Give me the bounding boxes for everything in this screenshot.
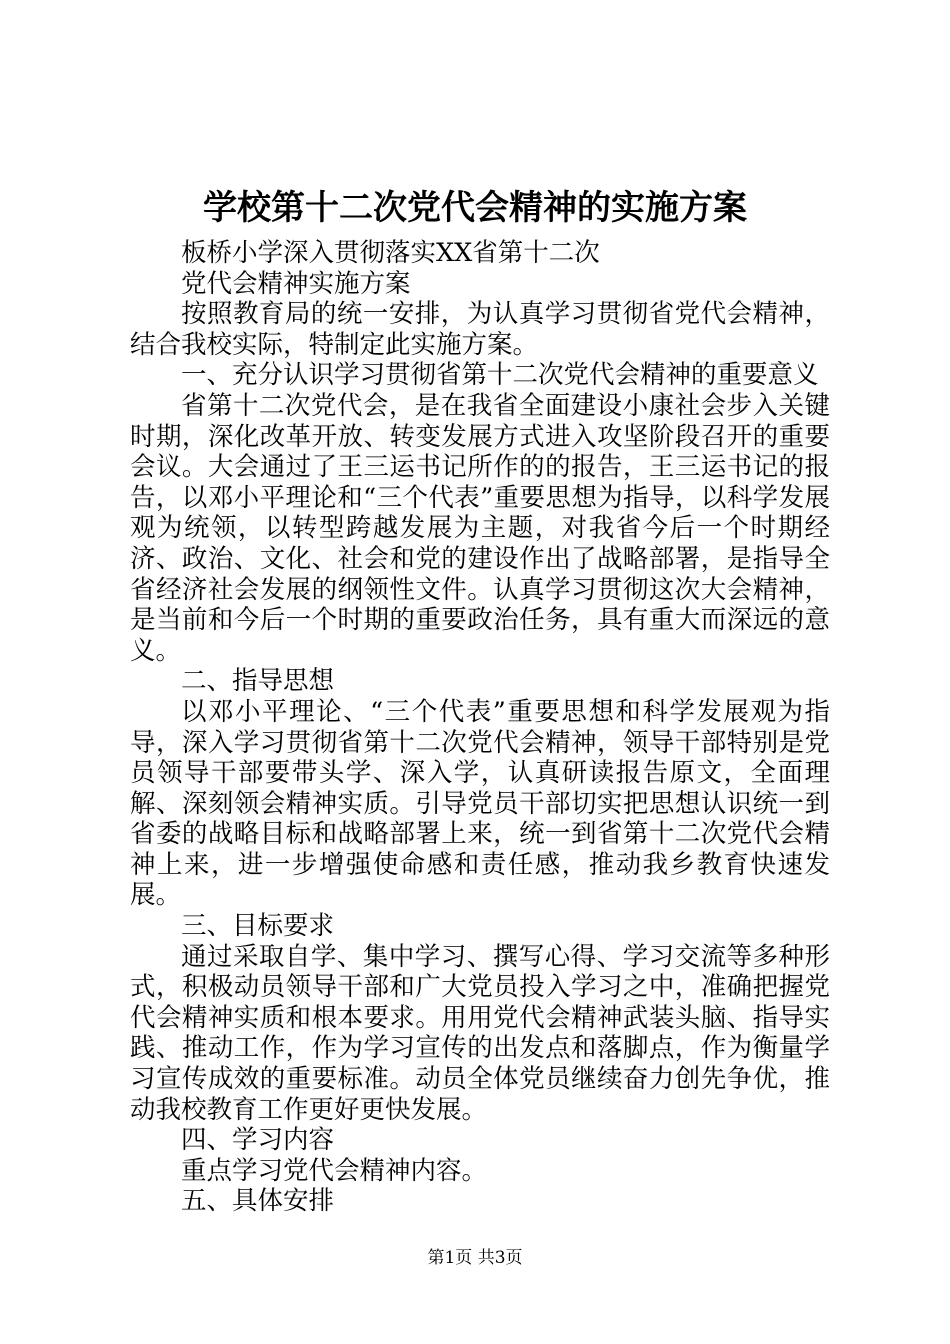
- section-heading-5: 五、具体安排: [181, 1186, 335, 1217]
- subtitle-line-2: 党代会精神实施方案: [181, 268, 411, 299]
- section-heading-4: 四、学习内容: [181, 1125, 335, 1156]
- section-heading-3: 三、目标要求: [181, 911, 335, 942]
- section-paragraph-3: 通过采取自学、集中学习、撰写心得、学习交流等多种形式，积极动员领导干部和广大党员投入学习之中，准确把握党代会精神实质和根本要求。用用党代会精神武装头脑、指导实践、推动工作，作为学习宣传的出发点和落脚点，作为衡量学习宣传成效的重要标准。动员全体党员继续奋力创先争优，推动我校教育工作更好更快发展。: [130, 941, 830, 1125]
- section-heading-2: 二、指导思想: [181, 666, 335, 697]
- section-paragraph-2: 以邓小平理论、“三个代表”重要思想和科学发展观为指导，深入学习贯彻省第十二次党代会精神，领导干部特别是党员领导干部要带头学、深入学，认真研读报告原文，全面理解、深刻领会精神实质。引导党员干部切实把思想认识统一到省委的战略目标和战略部署上来，统一到省第十二次党代会精神上来，进一步增强使命感和责任感，推动我乡教育快速发展。: [130, 696, 830, 911]
- intro-paragraph: 按照教育局的统一安排，为认真学习贯彻省党代会精神，结合我校实际，特制定此实施方案。: [130, 299, 830, 360]
- document-body: [130, 238, 830, 1217]
- subtitle-line-1: 板桥小学深入贯彻落实XX省第十二次: [181, 238, 600, 268]
- page-footer: 第1页 共3页: [427, 1248, 523, 1268]
- section-heading-1: 一、充分认识学习贯彻省第十二次党代会精神的重要意义: [181, 360, 819, 391]
- document-title: 学校第十二次党代会精神的实施方案: [203, 188, 747, 228]
- section-paragraph-1: 省第十二次党代会，是在我省全面建设小康社会步入关键时期，深化改革开放、转变发展方式进入攻坚阶段召开的重要会议。大会通过了王三运书记所作的的报告，王三运书记的报告，以邓小平理论和“三个代表”重要思想为指导，以科学发展观为统领，以转型跨越发展为主题，对我省今后一个时期经济、政治、文化、社会和党的建设作出了战略部署，是指导全省经济社会发展的纲领性文件。认真学习贯彻这次大会精神，是当前和今后一个时期的重要政治任务，具有重大而深远的意义。: [130, 390, 830, 666]
- section-paragraph-4: 重点学习党代会精神内容。: [181, 1155, 488, 1186]
